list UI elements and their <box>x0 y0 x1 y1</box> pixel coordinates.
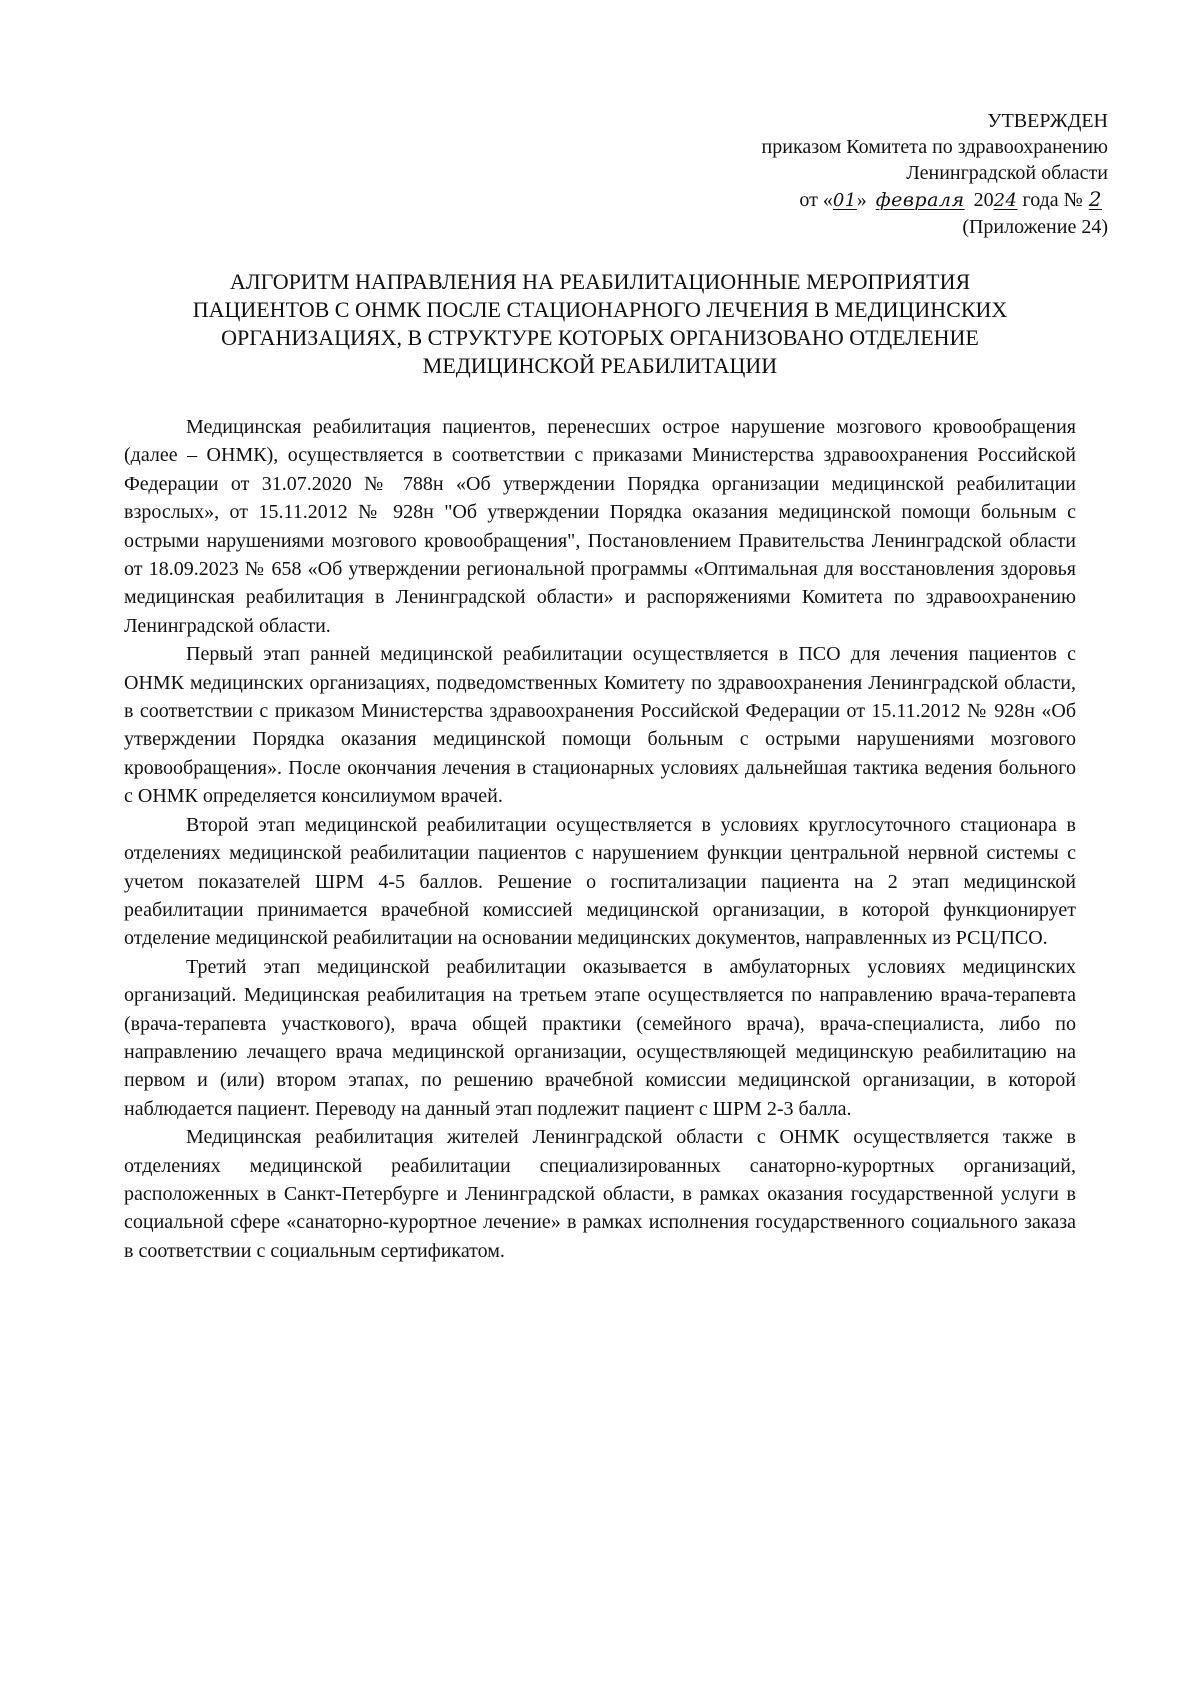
document-title <box>120 268 1080 380</box>
title-line-2: ПАЦИЕНТОВ С ОНМК ПОСЛЕ СТАЦИОНАРНОГО ЛЕЧЕНИЯ В МЕДИЦИНСКИХ <box>192 297 1008 322</box>
approval-region: Ленинградской области <box>906 162 1108 184</box>
paragraph-2: Первый этап ранней медицинской реабилитации осуществляется в ПСО для лечения пациентов с ОНМК медицинских организациях, подведомственных Комитету по здравоохранения Ленинградской области, в соответствии с приказом Министерства здравоохранения Российской Федерации от 15.11.2012 № 928н «Об утверждении Порядка оказания медицинской помощи больным с острыми нарушениями мозгового кровообращения». После окончания лечения в стационарных условиях дальнейшая тактика ведения больного с ОНМК определяется консилиумом врачей. <box>124 643 1076 808</box>
document-body <box>124 413 1076 1265</box>
paragraph-3: Второй этап медицинской реабилитации осуществляется в условиях круглосуточного стационара в отделениях медицинской реабилитации пациентов с нарушением функции центральной нервной системы с учетом показателей ШРМ 4-5 баллов. Решение о госпитализации пациента на 2 этап медицинской реабилитации принимается врачебной комиссией медицинской организации, в которой функционирует отделение медицинской реабилитации на основании медицинских документов, направленных из РСЦ/ПСО. <box>124 813 1076 950</box>
handwritten-month: февраля <box>875 189 965 211</box>
date-year-suffix: года № <box>1017 189 1083 211</box>
title-line-4: МЕДИЦИНСКОЙ РЕАБИЛИТАЦИИ <box>422 353 778 378</box>
approval-issuer: приказом Комитета по здравоохранению <box>761 136 1108 158</box>
approval-heading: УТВЕРЖДЕН <box>987 110 1108 132</box>
paragraph-1: Медицинская реабилитация пациентов, перенесших острое нарушение мозгового кровообращения (далее – ОНМК), осуществляется в соответствии с приказами Министерства здравоохранения Российской Федерации от 31.07.2020 № 788н «Об утверждении Порядка организации медицинской реабилитации взрослых», от 15.11.2012 № 928н "Об утверждении Порядка оказания медицинской помощи больным с острыми нарушениями мозгового кровообращения", Постановлением Правительства Ленинградской области от 18.09.2023 № 658 «Об утверждении региональной программы «Оптимальная для восстановления здоровья медицинская реабилитация в Ленинградской области» и распоряжениями Комитета по здравоохранению Ленинградской области. <box>124 416 1076 637</box>
handwritten-order-number: 2 <box>1088 187 1102 211</box>
paragraph-5: Медицинская реабилитация жителей Ленинградской области с ОНМК осуществляется также в отделениях медицинской реабилитации специализированных санаторно-курортных организаций, расположенных в Санкт-Петербурге и Ленинградской области, в рамках оказания государственной услуги в социальной сфере «санаторно-курортное лечение» в рамках исполнения государственного социального заказа в соответствии с социальным сертификатом. <box>124 1126 1076 1262</box>
date-year-prefix: 20 <box>973 189 994 211</box>
date-close-quote: » <box>856 189 867 211</box>
approval-date-line <box>762 186 1108 214</box>
title-line-1: АЛГОРИТМ НАПРАВЛЕНИЯ НА РЕАБИЛИТАЦИОННЫЕ МЕРОПРИЯТИЯ <box>229 269 971 294</box>
approval-appendix: (Приложение 24) <box>962 216 1108 238</box>
handwritten-year: 24 <box>993 190 1018 211</box>
approval-stamp-block <box>762 108 1108 240</box>
date-prefix: от « <box>799 189 833 211</box>
title-line-3: ОРГАНИЗАЦИЯХ, В СТРУКТУРЕ КОТОРЫХ ОРГАНИЗОВАНО ОТДЕЛЕНИЕ <box>221 325 979 350</box>
paragraph-4: Третий этап медицинской реабилитации оказывается в амбулаторных условиях медицинских организаций. Медицинская реабилитация на третьем этапе осуществляется по направлению врача-терапевта (врача-терапевта участкового), врача общей практики (семейного врача), врача-специалиста, либо по направлению лечащего врача медицинской организации, осуществляющей медицинскую реабилитацию на первом и (или) втором этапах, по решению врачебной комиссии медицинской организации, в которой наблюдается пациент. Переводу на данный этап подлежит пациент с ШРМ 2-3 балла. <box>124 955 1076 1120</box>
handwritten-day: 01 <box>832 190 857 211</box>
